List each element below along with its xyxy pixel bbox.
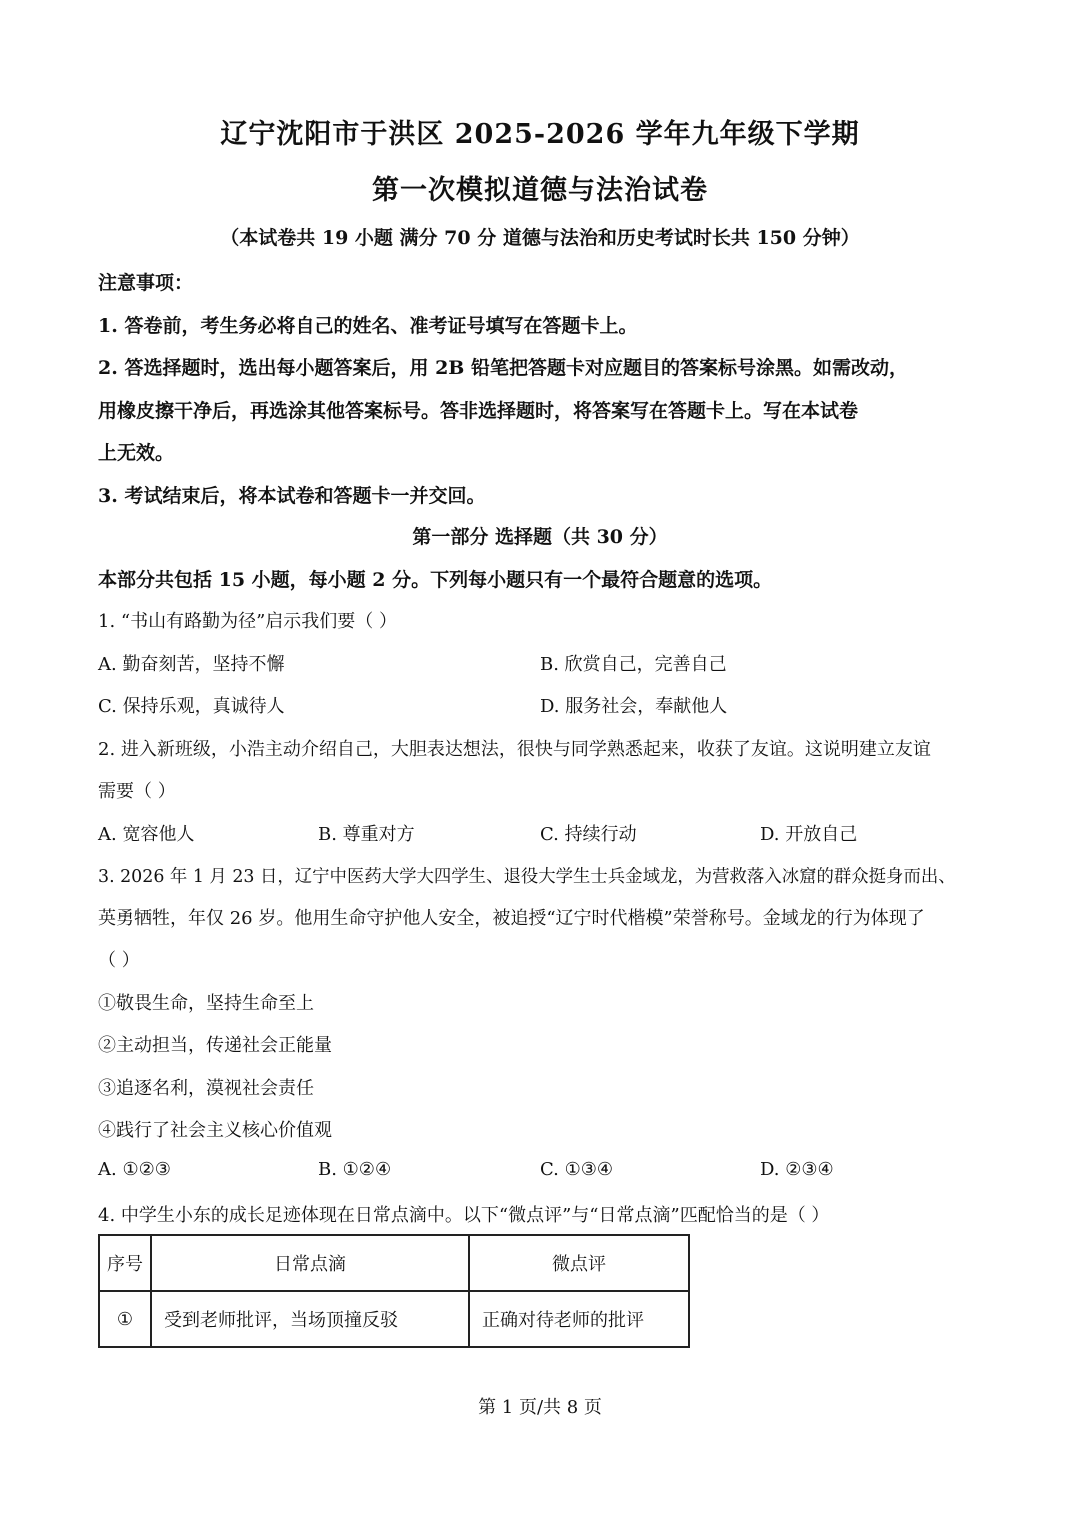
q3-stem-line1: 3. 2026 年 1 月 23 日，辽宁中医药大学大四学生、退役大学生士兵金域龙，为营救落入冰窟的群众挺身而出、 [98,867,956,887]
q3-statement-2: ②主动担当，传递社会正能量 [98,1035,332,1056]
exam-title-line2: 第一次模拟道德与法治试卷 [372,175,708,206]
exam-subtitle: （本试卷共 19 小题 满分 70 分 道德与法治和历史考试时长共 150 分钟） [220,227,860,249]
q3-option-b: B. ①②④ [318,1159,392,1180]
q1-option-b: B. 欣赏自己，完善自己 [540,654,727,675]
q2-option-d: D. 开放自己 [760,824,858,845]
table-header-cell: 日常点滴 [151,1235,469,1291]
q4-stem: 4. 中学生小东的成长足迹体现在日常点滴中。以下“微点评”与“日常点滴”匹配恰当的是（ ） [98,1205,830,1226]
page-indicator: 第 1 页/共 8 页 [478,1397,602,1418]
exam-title-line1: 辽宁沈阳市于洪区 2025-2026 学年九年级下学期 [220,119,860,150]
q3-option-c: C. ①③④ [540,1159,613,1180]
table-cell: ① [99,1291,151,1347]
q3-statement-4: ④践行了社会主义核心价值观 [98,1120,332,1141]
q2-option-a: A. 宽容他人 [98,824,195,845]
table-cell: 受到老师批评，当场顶撞反驳 [151,1291,469,1347]
q3-option-d: D. ②③④ [760,1159,834,1180]
part1-instruction: 本部分共包括 15 小题，每小题 2 分。下列每小题只有一个最符合题意的选项。 [98,569,773,591]
q1-stem: 1. “书山有路勤为径”启示我们要（ ） [98,611,398,632]
notice-item-1: 1. 答卷前，考生务必将自己的姓名、准考证号填写在答题卡上。 [98,315,638,337]
q1-option-d: D. 服务社会，奉献他人 [540,696,728,717]
q2-option-b: B. 尊重对方 [318,824,415,845]
notice-heading: 注意事项： [98,272,194,294]
q1-option-c: C. 保持乐观，真诚待人 [98,696,285,717]
q1-option-a: A. 勤奋刻苦，坚持不懈 [98,654,285,675]
q2-stem-line2: 需要（ ） [98,781,176,802]
part1-heading: 第一部分 选择题（共 30 分） [412,526,668,548]
q4-table [98,1234,690,1348]
q3-stem-line2: 英勇牺牲，年仅 26 岁。他用生命守护他人安全，被追授“辽宁时代楷模”荣誉称号。金域龙的行为体现了 [98,908,925,929]
notice-item-2-line1: 2. 答选择题时，选出每小题答案后，用 2B 铅笔把答题卡对应题目的答案标号涂黑。如需改动， [98,357,908,379]
table-header-row [99,1235,689,1291]
table-cell: 正确对待老师的批评 [469,1291,689,1347]
q2-option-c: C. 持续行动 [540,824,637,845]
q3-stem-line3: （ ） [98,950,140,971]
notice-item-3: 3. 考试结束后，将本试卷和答题卡一并交回。 [98,485,486,507]
table-header-cell: 微点评 [469,1235,689,1291]
q2-stem-line1: 2. 进入新班级，小浩主动介绍自己，大胆表达想法，很快与同学熟悉起来，收获了友谊。这说明建立友谊 [98,739,931,760]
q3-statement-3: ③追逐名利，漠视社会责任 [98,1078,314,1099]
table-header-cell: 序号 [99,1235,151,1291]
table-row [99,1291,689,1347]
q3-option-a: A. ①②③ [98,1159,171,1180]
notice-item-2-line2: 用橡皮擦干净后，再选涂其他答案标号。答非选择题时，将答案写在答题卡上。写在本试卷 [98,400,859,422]
q3-statement-1: ①敬畏生命，坚持生命至上 [98,993,314,1014]
notice-item-2-line3: 上无效。 [98,442,175,464]
